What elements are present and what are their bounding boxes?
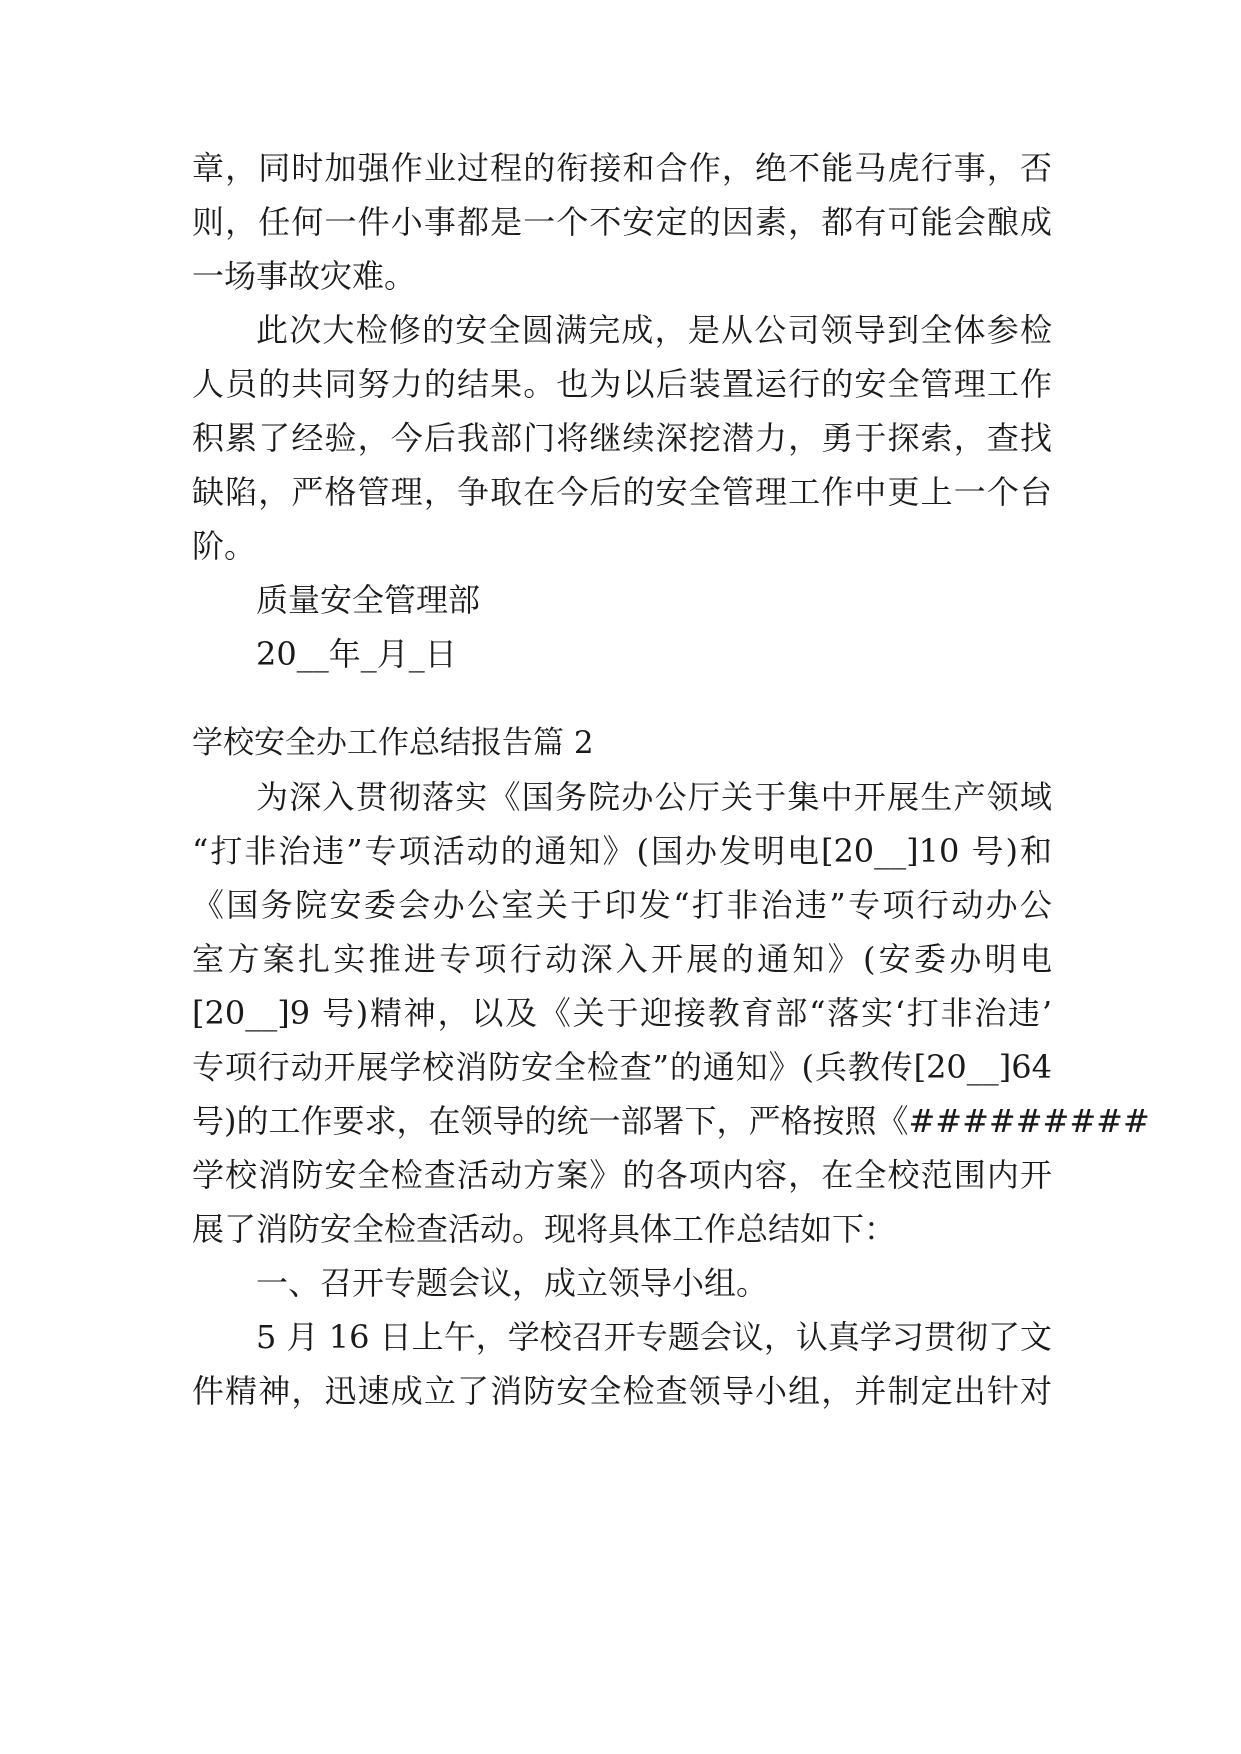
signature-date: 20__年_月_日 (256, 635, 457, 673)
subheading: 一、召开专题会议，成立领导小组。 (256, 1264, 769, 1302)
paragraph-line: 此次大检修的安全圆满完成，是从公司领导到全体参检 (256, 311, 1052, 349)
paragraph-line: 5 月 16 日上午，学校召开专题会议，认真学习贯彻了文 (256, 1318, 1052, 1356)
paragraph-line: 阶。 (192, 527, 257, 565)
paragraph-line: 为深入贯彻落实《国务院办公厅关于集中开展生产领域 (256, 778, 1052, 816)
paragraph-line: 《国务院安委会办公室关于印发“打非治违”专项行动办公 (192, 886, 1052, 924)
paragraph-line: 室方案扎实推进专项行动深入开展的通知》(安委办明电 (192, 940, 1052, 978)
paragraph-line: 展了消防安全检查活动。现将具体工作总结如下： (192, 1210, 897, 1248)
signature-department: 质量安全管理部 (256, 581, 481, 619)
paragraph-line: 学校消防安全检查活动方案》的各项内容，在全校范围内开 (192, 1156, 1052, 1194)
paragraph-line: 则，任何一件小事都是一个不安定的因素，都有可能会酿成 (192, 203, 1052, 241)
section-title: 学校安全办工作总结报告篇 2 (192, 725, 594, 761)
paragraph-line: 章，同时加强作业过程的衔接和合作，绝不能马虎行事，否 (192, 149, 1052, 187)
paragraph-line: 积累了经验，今后我部门将继续深挖潜力，勇于探索，查找 (192, 419, 1052, 457)
paragraph-line: [20__]9 号)精神，以及《关于迎接教育部“落实‘打非治违’ (192, 994, 1052, 1032)
paragraph-line: 缺陷，严格管理，争取在今后的安全管理工作中更上一个台 (192, 473, 1052, 511)
paragraph-line: 一场事故灾难。 (192, 257, 417, 295)
paragraph-line: 专项行动开展学校消防安全检查”的通知》(兵教传[20__]64 (192, 1048, 1052, 1086)
paragraph-line: “打非治违”专项活动的通知》(国办发明电[20__]10 号)和 (192, 832, 1052, 870)
paragraph-line: 号)的工作要求，在领导的统一部署下，严格按照《######### (192, 1102, 1150, 1140)
paragraph-line: 人员的共同努力的结果。也为以后装置运行的安全管理工作 (192, 365, 1052, 403)
paragraph-line: 件精神，迅速成立了消防安全检查领导小组，并制定出针对 (192, 1372, 1052, 1410)
